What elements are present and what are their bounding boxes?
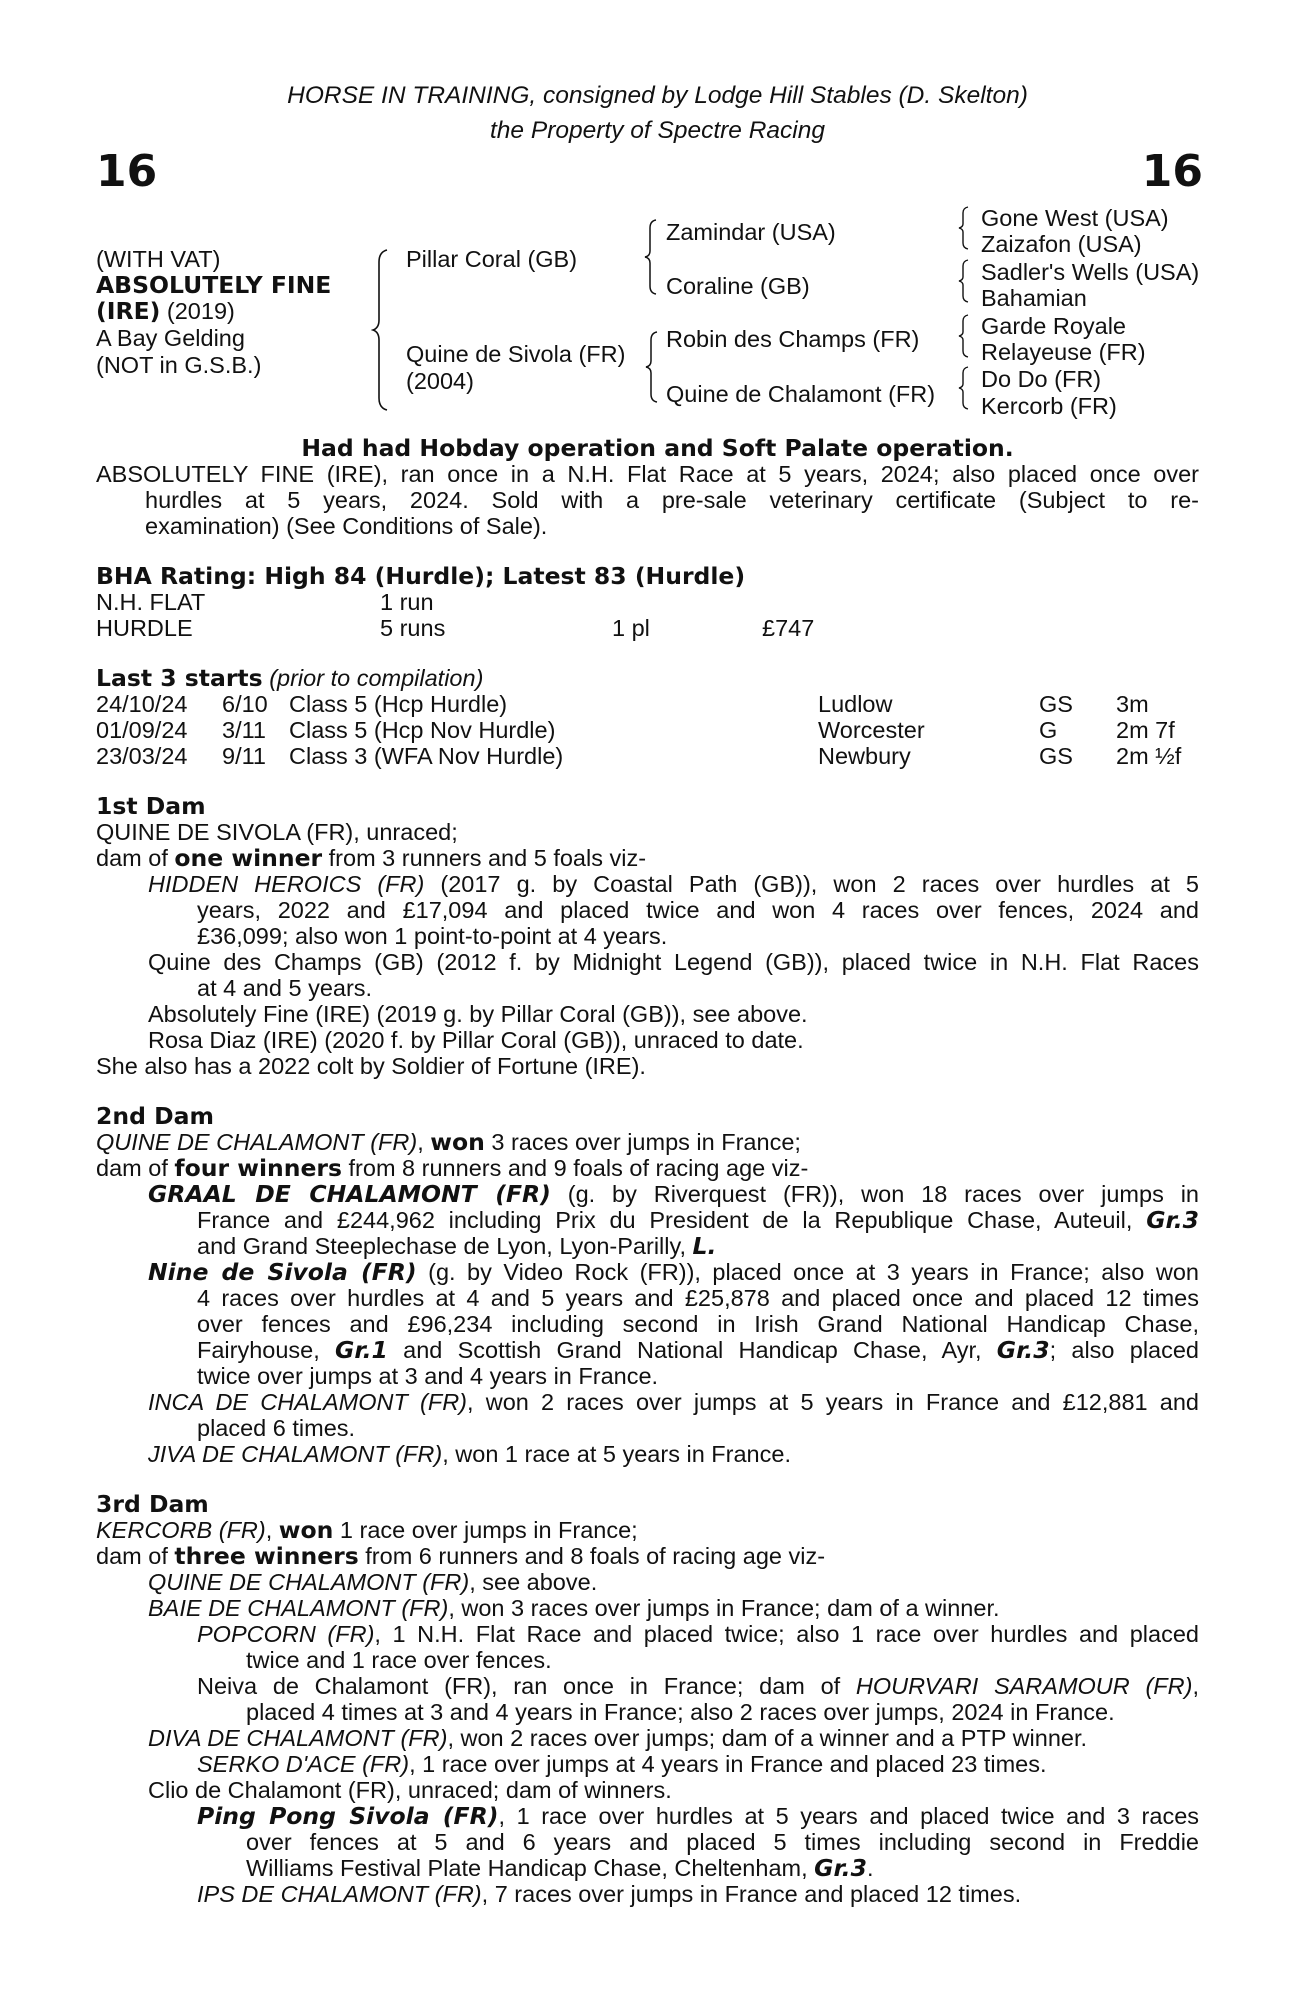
text: won [278,1516,334,1544]
property-line: the Property of Spectre Racing [489,117,825,144]
lot-number-right: 16 [1141,146,1203,197]
dam3-grandprogeny-1-cont: twice and 1 race over fences. [246,1647,552,1673]
winner-count: one winner [174,844,323,872]
dam1-progeny-3: Absolutely Fine (IRE) (2019 g. by Pillar Coral (GB)), see above. [148,1001,808,1027]
dam3-grandprogeny-2 [197,1673,1199,1699]
dam1-progeny-1-cont: £36,099; also won 1 point-to-point at 4 years. [197,923,668,949]
operation-note: Had had Hobday operation and Soft Palate operation. [301,434,1014,462]
start-course: Ludlow [818,691,893,717]
dam1-progeny-4: Rosa Diaz (IRE) (2020 f. by Pillar Coral (GB)), unraced to date. [148,1027,804,1053]
progeny-name: BAIE DE CHALAMONT (FR) [148,1595,449,1621]
text: , [1192,1673,1199,1699]
start-race: Class 5 (Hcp Hurdle) [289,691,508,717]
text: (g. by Video Rock (FR)), placed once at 3 years in France; also won [416,1259,1199,1285]
text: , 7 races over jumps in France and placed 12 times. [481,1881,1022,1907]
start-distance: 2m 7f [1116,717,1175,743]
progeny-name: Ping Pong Sivola (FR) [197,1802,499,1830]
text: Neiva de Chalamont (FR), ran once in France; dam of [197,1673,856,1699]
text: dam of [96,1155,175,1181]
progeny-name: INCA DE CHALAMONT (FR) [148,1389,468,1415]
g5-name: Garde Royale [981,313,1126,339]
text: and Scottish Grand National Handicap Chase, Ayr, [387,1337,997,1363]
dam2-progeny-3-cont: placed 6 times. [197,1415,356,1441]
dam1-progeny-1-cont: years, 2022 and £17,094 and placed twice and won 4 races over fences, 2024 and [197,897,1199,923]
winner-count: three winners [174,1542,359,1570]
grade-label: Gr.3 [814,1854,867,1882]
horse-origin: (IRE) [96,297,161,325]
last-starts-note: (prior to compilation) [269,665,484,691]
grade-label: Gr.3 [1146,1206,1199,1234]
dam2-progeny-2-cont: over fences and £96,234 including second in Irish Grand National Handicap Chase, [197,1311,1199,1337]
text: . [866,1855,874,1881]
text: from 8 runners and 9 foals of racing age viz- [342,1155,809,1181]
text: , 1 race over jumps at 4 years in France and placed 23 times. [409,1751,1047,1777]
start-race: Class 5 (Hcp Nov Hurdle) [289,717,556,743]
progeny-name: IPS DE CHALAMONT (FR) [197,1881,482,1907]
start-course: Worcester [818,717,925,743]
start-position: 9/11 [222,743,266,769]
dam1-title: 1st Dam [96,792,206,820]
rating-row-type: N.H. FLAT [96,589,206,615]
dam3-grandprogeny-5 [197,1881,1021,1907]
sire-name: Pillar Coral (GB) [406,246,578,272]
dam-name: QUINE DE CHALAMONT (FR) [96,1129,418,1155]
start-position: 3/11 [222,717,266,743]
last-starts-heading [96,665,483,691]
gsb-note: (NOT in G.S.B.) [96,352,262,378]
dam3-grandprogeny-2-cont: placed 4 times at 3 and 4 years in France; also 2 races over jumps, 2024 in France. [246,1699,1115,1725]
horse-description: A Bay Gelding [96,325,245,351]
dam-year: (2004) [406,368,474,394]
dam3-line2 [96,1543,825,1569]
progeny-name: DIVA DE CHALAMONT (FR) [148,1725,448,1751]
text: dam of [96,845,175,871]
g6-name: Relayeuse (FR) [981,339,1146,365]
start-going: G [1039,717,1058,743]
pedigree-brace-dam [644,330,660,404]
progeny-name: SERKO D'ACE (FR) [197,1751,410,1777]
dam2-progeny-2-cont: 4 races over hurdles at 4 and 5 years and £25,878 and placed once and placed 12 times [197,1285,1199,1311]
rating-row-type: HURDLE [96,615,193,641]
dam3-grandprogeny-3 [197,1751,1047,1777]
dam3-title: 3rd Dam [96,1490,209,1518]
text: from 6 runners and 8 foals of racing age viz- [358,1543,826,1569]
summary-line-1: ABSOLUTELY FINE (IRE), ran once in a N.H. Flat Race at 5 years, 2024; also placed once over [96,461,1199,487]
dam3-grandprogeny-4 [197,1803,1199,1829]
progeny-name: QUINE DE CHALAMONT (FR) [148,1569,470,1595]
start-date: 01/09/24 [96,717,188,743]
text: , 1 N.H. Flat Race and placed twice; also 1 race over hurdles and placed [374,1621,1199,1647]
pedigree-brace-g4 [957,365,971,411]
summary-line-2: hurdles at 5 years, 2024. Sold with a pre-sale veterinary certificate (Subject to re- [145,487,1199,513]
g4-name: Bahamian [981,285,1087,311]
last-starts-title: Last 3 starts [96,664,263,692]
text: Fairyhouse, [197,1337,336,1363]
dam-sire-name: Robin des Champs (FR) [666,326,920,352]
dam2-progeny-1-cont [197,1233,716,1259]
dam2-line1 [96,1129,801,1155]
g1-name: Gone West (USA) [981,205,1169,231]
g2-name: Zaizafon (USA) [981,231,1142,257]
vat-note: (WITH VAT) [96,246,221,272]
pedigree-brace-sire [643,218,659,296]
progeny-name: JIVA DE CHALAMONT (FR) [148,1441,443,1467]
dam3-progeny-1 [148,1569,597,1595]
text: Williams Festival Plate Handicap Chase, Cheltenham, [246,1855,815,1881]
dam2-progeny-2-cont: twice over jumps at 3 and 4 years in France. [197,1363,659,1389]
text: , [265,1517,279,1543]
bha-rating-title: BHA Rating: High 84 (Hurdle); Latest 83 (Hurdle) [96,562,746,590]
rating-row-prize: £747 [762,615,815,641]
pedigree-brace-g2 [957,258,971,304]
winner-count: four winners [174,1154,342,1182]
lot-number-left: 16 [96,146,158,197]
pedigree-brace-g3 [957,313,971,359]
text: France and £244,962 including Prix du President de la Republique Chase, Auteuil, [197,1207,1147,1233]
horse-origin-year [96,298,235,324]
text: 1 race over jumps in France; [333,1517,638,1543]
horse-name: ABSOLUTELY FINE [96,271,332,299]
horse-year: (2019) [160,298,235,324]
pedigree-brace-g1 [957,205,971,251]
text: , [417,1129,431,1155]
dam3-grandprogeny-1 [197,1621,1199,1647]
sire-sire-name: Zamindar (USA) [666,219,836,245]
text: , won 2 races over jumps; dam of a winner and a PTP winner. [447,1725,1088,1751]
dam3-progeny-4: Clio de Chalamont (FR), unraced; dam of winners. [148,1777,672,1803]
grade-label: Gr.1 [335,1336,388,1364]
text: 3 races over jumps in France; [484,1129,801,1155]
pedigree-brace-main [371,248,391,412]
g3-name: Sadler's Wells (USA) [981,259,1200,285]
text: (2017 g. by Coastal Path (GB)), won 2 races over hurdles at 5 [424,871,1200,897]
g8-name: Kercorb (FR) [981,393,1117,419]
dam-name: KERCORB (FR) [96,1517,266,1543]
dam3-grandprogeny-4-cont [246,1855,874,1881]
grade-label: Gr.3 [996,1336,1050,1364]
dam-dam-name: Quine de Chalamont (FR) [666,381,936,407]
grade-label: L. [692,1232,717,1260]
text: , won 1 race at 5 years in France. [442,1441,791,1467]
dam1-progeny-1 [148,871,1199,897]
text: , 1 race over hurdles at 5 years and placed twice and 3 races [498,1803,1200,1829]
sire-dam-name: Coraline (GB) [666,273,810,299]
start-date: 24/10/24 [96,691,188,717]
rating-row-runs: 5 runs [380,615,446,641]
progeny-name: POPCORN (FR) [197,1621,375,1647]
dam2-progeny-2 [148,1259,1199,1285]
dam3-progeny-2 [148,1595,1000,1621]
dam1-progeny-2: Quine des Champs (GB) (2012 f. by Midnight Legend (GB)), placed twice in N.H. Flat Races [148,949,1199,975]
dam2-progeny-1 [148,1181,1199,1207]
text: and Grand Steeplechase de Lyon, Lyon-Parilly, [197,1233,693,1259]
start-going: GS [1039,691,1073,717]
text: ; also placed [1049,1337,1200,1363]
dam3-line1 [96,1517,638,1543]
dam3-grandprogeny-4-cont: over fences at 5 and 6 years and placed 5 times including second in Freddie [246,1829,1199,1855]
text: dam of [96,1543,175,1569]
dam1-progeny-2-cont: at 4 and 5 years. [197,975,373,1001]
summary-line-3: examination) (See Conditions of Sale). [145,513,548,539]
dam2-progeny-2-cont [197,1337,1199,1363]
dam-name: Quine de Sivola (FR) [406,341,626,367]
start-date: 23/03/24 [96,743,188,769]
dam2-line2 [96,1155,808,1181]
rating-row-placed: 1 pl [612,615,650,641]
text: (g. by Riverquest (FR)), won 18 races over jumps in [550,1181,1199,1207]
progeny-name: Nine de Sivola (FR) [148,1258,417,1286]
dam2-progeny-1-cont [197,1207,1199,1233]
text: , won 3 races over jumps in France; dam of a winner. [448,1595,1000,1621]
dam2-progeny-4 [148,1441,791,1467]
start-going: GS [1039,743,1073,769]
progeny-name: HOURVARI SARAMOUR (FR) [855,1673,1193,1699]
progeny-name: HIDDEN HEROICS (FR) [148,871,425,897]
start-distance: 3m [1116,691,1149,717]
consignor-line: HORSE IN TRAINING, consigned by Lodge Hill Stables (D. Skelton) [287,82,1028,109]
start-race: Class 3 (WFA Nov Hurdle) [289,743,564,769]
g7-name: Do Do (FR) [981,366,1102,392]
start-course: Newbury [818,743,911,769]
dam2-title: 2nd Dam [96,1102,214,1130]
dam1-line1: QUINE DE SIVOLA (FR), unraced; [96,819,458,845]
dam3-progeny-3 [148,1725,1087,1751]
text: , see above. [469,1569,598,1595]
dam2-progeny-3 [148,1389,1199,1415]
text: won [430,1128,485,1156]
start-distance: 2m ½f [1116,743,1182,769]
text: , won 2 races over jumps at 5 years in France and £12,881 and [467,1389,1199,1415]
start-position: 6/10 [222,691,268,717]
dam1-note: She also has a 2022 colt by Soldier of Fortune (IRE). [96,1053,646,1079]
text: from 3 runners and 5 foals viz- [322,845,647,871]
progeny-name: GRAAL DE CHALAMONT (FR) [148,1180,551,1208]
rating-row-runs: 1 run [380,589,434,615]
dam1-line2 [96,845,646,871]
